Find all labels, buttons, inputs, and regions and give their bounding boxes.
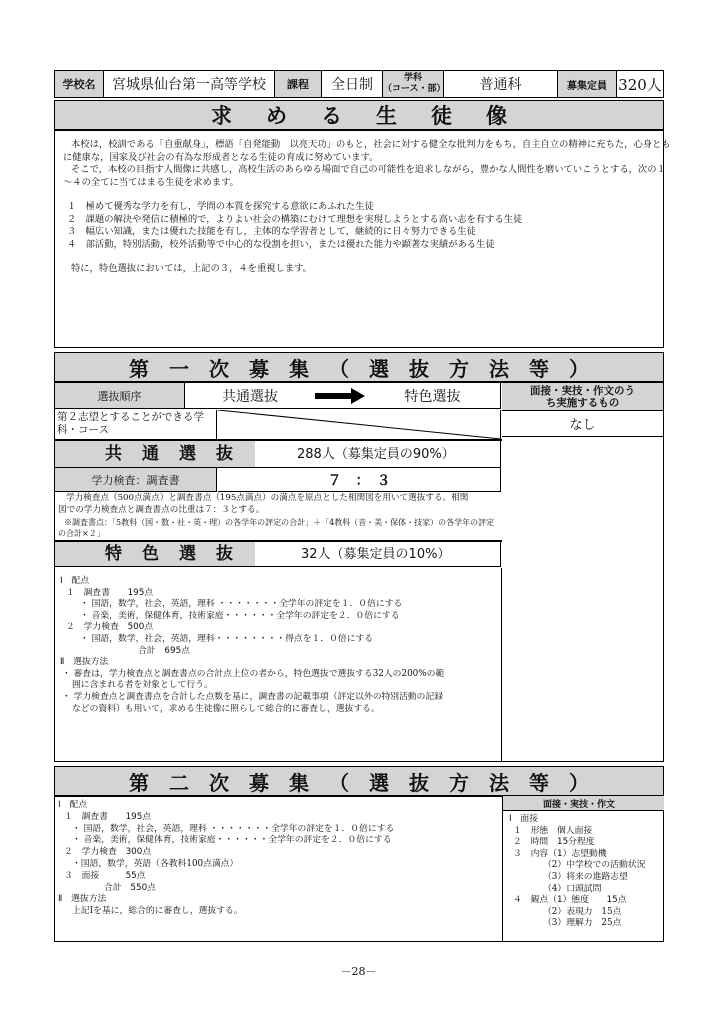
interview-line: （2）表現力 15点 <box>543 906 622 917</box>
dept-value: 普通科 <box>444 71 558 97</box>
ideal-student-body <box>54 130 671 348</box>
second-line: ２ 学力検査 300点 <box>64 847 152 858</box>
ideal-paragraph-line: 本校は，校訓である「自重献身」，標語「自発能動 以亮天功」のもと，社会に対する健全な批判力をもち，自主自立の精神に充ちた，心身とも <box>71 139 671 150</box>
arrow-right-icon <box>315 388 365 404</box>
special-line: などの資料）も用いて，求める生徒像に照らして総合的に審査し，選抜する。 <box>72 703 380 714</box>
ratio-value: ７ ： ３ <box>218 468 501 492</box>
dept-label-line1: 学科 <box>403 73 422 83</box>
interview-line: （4）口頭試問 <box>543 883 602 894</box>
common-title: 共通選抜 <box>55 441 255 468</box>
second-choice-label: 第２志望とすることができる学科・コース <box>55 410 217 439</box>
header-row <box>54 70 664 98</box>
second-line: Ⅰ 配点 <box>58 800 87 810</box>
interview-line: （3）将来の進路志望 <box>543 871 628 882</box>
special-line: Ⅱ 選抜方法 <box>60 657 109 668</box>
ratio-label: 学力検査：調査書 <box>55 468 217 492</box>
order-flow <box>185 383 501 409</box>
ideal-student-title: 求める生徒像 <box>54 100 664 130</box>
order-first: 共通選抜 <box>222 388 278 405</box>
ideal-item: ２ 課題の解決や発信に積極的で，よりよい社会の構築にむけて理想を実現しようとする高い志を有する生徒 <box>67 213 523 225</box>
course-value: 全日制 <box>322 71 383 97</box>
ideal-item: ３ 幅広い知識，または優れた技能を有し，主体的な学習者として，継続的に日々努力できる生徒 <box>67 226 476 237</box>
interview-line: （2）中学校での活動状況 <box>543 860 646 871</box>
special-line: ・ 国語，数学，社会，英語，理科 ・・・・・・・全学年の評定を１．０倍にする <box>80 599 403 610</box>
second-recruitment-title: 第二次募集（選抜方法等） <box>54 766 664 796</box>
second-line: ３ 面接 55点 <box>64 870 146 881</box>
common-quota: 288人（募集定員の90%） <box>255 441 501 468</box>
special-line: １ 調査書 195点 <box>66 587 154 598</box>
school-name: 宮城県仙台第一高等学校 <box>104 71 275 97</box>
common-description <box>58 493 500 540</box>
interview-value: なし <box>502 411 663 437</box>
special-body <box>55 568 502 761</box>
second-line: １ 調査書 195点 <box>64 811 152 822</box>
course-label: 課程 <box>275 71 322 97</box>
page-number: －28－ <box>340 965 377 978</box>
special-line: ・ 学力検査点と調査書点を合計した点数を基に，調査書の記載事項（評定以外の特別活動の記録 <box>62 691 444 702</box>
special-line: ２ 学力検査 500点 <box>66 622 154 633</box>
order-label: 選抜順序 <box>55 383 185 409</box>
empty-cell-diagonal <box>218 410 501 439</box>
special-line: Ⅰ 配点 <box>60 576 89 586</box>
special-line: ・ 国語，数学，社会，英語，理科・・・・・・・・得点を１．０倍にする <box>80 633 374 644</box>
second-right <box>502 796 664 942</box>
school-label: 学校名 <box>55 71 104 97</box>
ideal-note: 特に，特色選抜においては，上記の３，４を重視します。 <box>71 263 312 274</box>
second-left <box>58 800 498 918</box>
ideal-paragraph-line: そこで，本校の目指す人間像に共感し，高校生活のあらゆる場面で自己の可能性を追求しながら，豊かな人間性を磨いていこうとする，次の１ <box>71 164 666 175</box>
second-line: 上記Ⅰを基に，総合的に審査し，選抜する。 <box>72 906 243 917</box>
dept-label <box>383 71 444 97</box>
special-line: 囲に含まれる者を対象として行う。 <box>72 680 213 691</box>
ideal-item: ４ 部活動，特別活動，校外活動等で中心的な役割を担い，または優れた能力や顕著な実績がある生徒 <box>67 238 495 250</box>
capacity-label: 募集定員 <box>558 71 617 97</box>
common-desc-line: ※調査書点：「5教科（国・数・社・英・理）の各学年の評定の合計」＋「4教科（音・美・保体・技家）の各学年の評定 <box>64 517 495 527</box>
capacity-value: 320人 <box>618 75 662 94</box>
ideal-paragraph-line: に健康な，国家及び社会の有為な形成者となる生徒の育成に努めています。 <box>63 151 379 163</box>
special-line: ・ 音楽，美術，保健体育，技術家庭・・・・・・全学年の評定を２．０倍にする <box>80 610 400 621</box>
ideal-item: １ 極めて優秀な学力を有し，学問の本質を探究する意欲にあふれた生徒 <box>67 201 374 212</box>
ideal-paragraph-line: ～４の全てに当てはまる生徒を求めます。 <box>63 176 239 188</box>
common-desc-line: 学力検査点（500点満点）と調査書点（195点満点）の満点を原点とした相関図を用いて選抜する。相関 <box>66 493 469 503</box>
special-quota: 32人（募集定員の10%） <box>255 542 501 567</box>
interview-header: 面接・実技・作文のうち実施するもの <box>502 383 663 411</box>
special-title: 特色選抜 <box>55 542 255 567</box>
special-line: 合計 695点 <box>138 645 190 656</box>
dept-label-line2: （コース・部） <box>383 84 446 94</box>
special-line: ・ 審査は，学力検査点と調査書点の合計点上位の者から，特色選抜で選抜する32人の200%の範 <box>62 668 445 679</box>
second-right-header: 面接・実技・作文 <box>503 796 664 811</box>
interview-line: ４ 観点（1）態度 15点 <box>513 895 627 906</box>
interview-line: １ 形態 個人面接 <box>513 825 593 836</box>
second-line: Ⅱ 選抜方法 <box>58 894 107 905</box>
second-line: ・ 音楽，美術，保健体育，技術家庭・・・・・・全学年の評定を２．０倍にする <box>72 835 392 846</box>
interview-line: ２ 時間 15分程度 <box>513 837 595 848</box>
common-desc-line: 図での学力検査点と調査書点の比重は７：３とする。 <box>58 504 265 515</box>
interview-line: （3）理解力 25点 <box>543 918 622 929</box>
first-recruitment-title: 第一次募集（選抜方法等） <box>54 352 664 382</box>
order-second: 特色選抜 <box>404 388 461 405</box>
interview-line: ３ 内容（1）志望動機 <box>513 848 607 859</box>
second-line: ・国語，数学，英語（各教科100点満点） <box>72 858 239 869</box>
interview-line: Ⅰ 面接 <box>509 814 538 824</box>
second-right-body <box>503 811 664 930</box>
second-line: 合計 550点 <box>104 882 156 893</box>
second-line: ・ 国語，数学，社会，英語，理科 ・・・・・・・全学年の評定を１．０倍にする <box>72 823 395 834</box>
common-desc-line: の合計×２」 <box>58 529 105 539</box>
